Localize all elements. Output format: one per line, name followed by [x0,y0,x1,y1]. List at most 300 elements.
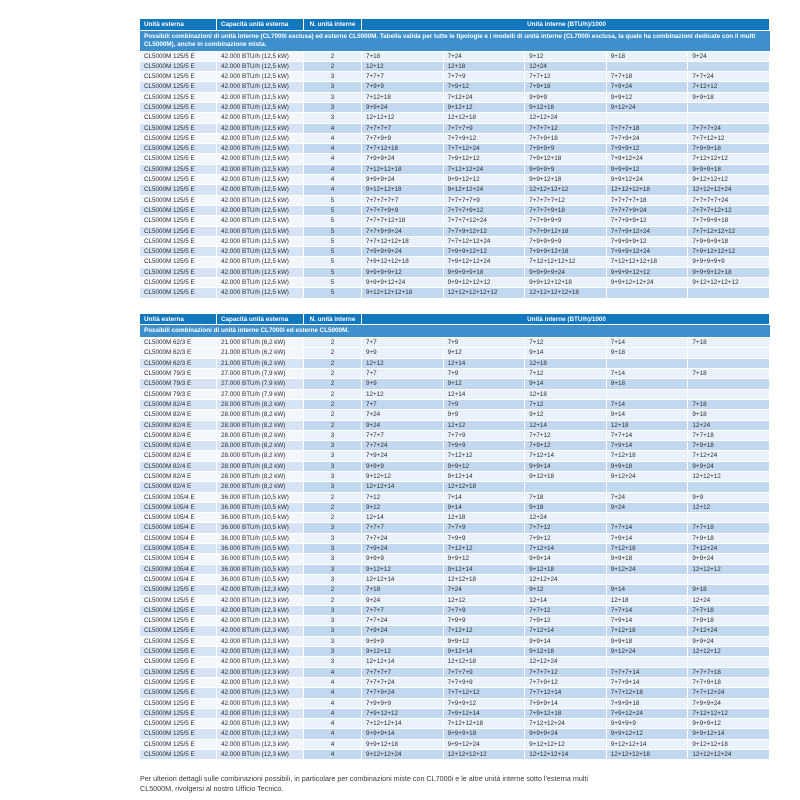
combo-cell: 7+7+7+7+24 [688,196,770,206]
indoor-count-cell: 3 [304,616,362,626]
combo-cell: 7+9+12+12 [362,709,444,719]
combo-cell: 7+7+9 [444,523,526,533]
combo-cell: 7+12+12+24 [444,165,526,175]
footer-note-line: CL5000M, rivolgersi al nostro Ufficio Tecnico. [140,784,284,794]
table-row [140,451,770,461]
table-row [140,124,770,134]
table-row [140,503,770,513]
capacity-cell: 42.000 BTU/h (12,3 kW) [217,647,304,657]
table-row [140,400,770,410]
capacity-cell: 42.000 BTU/h (12,3 kW) [217,688,304,698]
table-row [140,699,770,709]
combo-cell: 7+9+9+24 [688,699,770,709]
combo-cell: 7+7+12+18 [362,144,444,154]
table-row [140,606,770,616]
combo-cell: 9+9+9+14 [362,729,444,739]
table-row [140,237,770,247]
indoor-count-cell: 2 [304,379,362,389]
table-row [140,544,770,554]
combo-cell: 9+9+12 [444,554,526,564]
combo-cell: 7+9+9+14 [525,699,607,709]
capacity-cell: 28.000 BTU/h (8,2 kW) [217,431,304,441]
capacity-cell: 42.000 BTU/h (12,3 kW) [217,596,304,606]
table-row [140,278,770,288]
combo-cell: 9+12+12+12 [688,175,770,185]
combo-cell: 7+9+9+24 [362,154,444,164]
combo-cell [688,103,770,113]
combo-cell: 7+7+7+24 [688,124,770,134]
capacity-cell: 42.000 BTU/h (12,5 kW) [217,175,304,185]
table-row [140,390,770,400]
combo-cell [607,113,689,123]
combo-cell: 12+12+18 [444,575,526,585]
combo-cell: 9+12 [362,503,444,513]
combo-cell [688,513,770,523]
table-row [140,134,770,144]
capacity-cell: 36.000 BTU/h (10,5 kW) [217,565,304,575]
indoor-count-cell: 5 [304,278,362,288]
combo-cell: 12+12+24 [525,575,607,585]
combo-cell: 9+12+12 [362,472,444,482]
combo-cell: 7+7+7+12 [525,668,607,678]
combo-cell: 9+9 [444,410,526,420]
capacity-cell: 42.000 BTU/h (12,3 kW) [217,678,304,688]
outdoor-unit-cell: CL5000M 125/5 E [140,585,217,595]
outdoor-unit-cell: CL5000M 105/4 E [140,523,217,533]
table-row [140,82,770,92]
table-row [140,647,770,657]
combo-cell [688,288,770,298]
table-row [140,472,770,482]
combo-cell: 9+9 [688,493,770,503]
table-row [140,616,770,626]
combo-cell: 7+7+14 [607,606,689,616]
capacity-cell: 27.000 BTU/h (7,9 kW) [217,379,304,389]
combo-cell [688,379,770,389]
combo-cell: 7+12+14 [525,451,607,461]
combo-cell: 12+24 [688,596,770,606]
combo-cell: 12+12+12 [688,472,770,482]
combo-cell: 7+9+14 [607,616,689,626]
capacity-cell: 36.000 BTU/h (10,5 kW) [217,503,304,513]
combo-cell: 9+9+9 [362,637,444,647]
combo-cell: 7+9+9+9+24 [362,247,444,257]
combo-cell: 9+12+24 [607,565,689,575]
capacity-cell: 28.000 BTU/h (8,2 kW) [217,400,304,410]
combo-cell: 9+12+12+12+18 [362,288,444,298]
outdoor-unit-cell: CL5000M 125/5 E [140,185,217,195]
combo-cell [607,482,689,492]
combo-cell: 9+9+9+12 [607,165,689,175]
indoor-count-cell: 5 [304,268,362,278]
combo-cell: 9+12 [525,585,607,595]
combo-cell: 12+12+24 [525,657,607,667]
combo-cell: 7+9+18 [688,534,770,544]
table-row [140,657,770,667]
combo-cell: 7+9+9 [444,441,526,451]
indoor-count-cell: 3 [304,626,362,636]
capacity-cell: 42.000 BTU/h (12,5 kW) [217,93,304,103]
combo-cell: 12+12+12+12+18 [525,288,607,298]
combo-cell: 12+12+24 [525,113,607,123]
combo-cell [688,390,770,400]
combo-cell: 9+9+12+12+12 [444,278,526,288]
combo-cell [688,62,770,72]
combo-cell: 9+18 [688,410,770,420]
combo-cell: 9+9+9+9+24 [525,268,607,278]
outdoor-unit-cell: CL5000M 125/5 E [140,606,217,616]
combo-cell: 7+12 [525,369,607,379]
combo-cell: 7+7+9+14 [607,678,689,688]
combo-cell: 9+12+24 [607,103,689,113]
combo-cell: 9+9+12 [444,637,526,647]
combo-cell: 9+9+18 [688,93,770,103]
combo-cell: 7+7+9+12 [525,678,607,688]
combo-cell: 9+24 [688,52,770,62]
outdoor-unit-cell: CL5000M 125/5 E [140,227,217,237]
table-row [140,678,770,688]
indoor-count-cell: 5 [304,227,362,237]
combo-cell: 9+9+12+24 [444,740,526,750]
table-row [140,52,770,62]
outdoor-unit-cell: CL5000M 125/5 E [140,709,217,719]
combo-cell: 7+9+9+9+12 [607,237,689,247]
combo-cell: 7+7+24 [362,616,444,626]
table-row [140,206,770,216]
capacity-cell: 42.000 BTU/h (12,5 kW) [217,288,304,298]
combo-cell: 9+12+12 [362,565,444,575]
outdoor-unit-cell: CL5000M 125/5 E [140,154,217,164]
combo-cell: 7+7+7+12 [525,124,607,134]
combo-cell: 9+9+12+14 [688,729,770,739]
combo-cell: 7+24 [444,52,526,62]
outdoor-unit-cell: CL5000M 125/5 E [140,719,217,729]
capacity-cell: 36.000 BTU/h (10,5 kW) [217,534,304,544]
combo-cell: 7+9+12+12+18 [362,257,444,267]
outdoor-unit-cell: CL5000M 125/5 E [140,657,217,667]
column-header: Unità esterna [140,19,217,31]
outdoor-unit-cell: CL5000M 79/3 E [140,379,217,389]
combo-cell: 9+9+12+12+18 [525,278,607,288]
outdoor-unit-cell: CL5000M 105/4 E [140,503,217,513]
combo-cell: 7+7+18 [688,606,770,616]
combo-cell: 12+12+12 [362,113,444,123]
combo-cell: 7+7+7+7 [362,668,444,678]
combo-cell: 9+12+14 [444,565,526,575]
indoor-count-cell: 5 [304,216,362,226]
combo-cell: 7+24 [607,493,689,503]
capacity-cell: 42.000 BTU/h (12,3 kW) [217,616,304,626]
combo-cell: 7+18 [362,585,444,595]
combo-cell: 9+14 [444,503,526,513]
combo-cell: 7+9+12 [525,616,607,626]
combo-cell: 9+18 [607,379,689,389]
combo-cell: 7+7+12+12+24 [444,237,526,247]
combo-cell: 12+18 [607,596,689,606]
combo-cell: 7+7 [362,400,444,410]
indoor-count-cell: 5 [304,257,362,267]
combo-cell: 9+9 [362,348,444,358]
indoor-count-cell: 5 [304,237,362,247]
indoor-count-cell: 3 [304,103,362,113]
indoor-count-cell: 4 [304,165,362,175]
capacity-cell: 42.000 BTU/h (12,3 kW) [217,585,304,595]
combo-cell [688,575,770,585]
indoor-count-cell: 4 [304,709,362,719]
combo-cell: 7+7+12+18 [607,688,689,698]
combo-cell: 9+24 [362,421,444,431]
combo-cell: 7+9+9+9+9 [525,237,607,247]
indoor-count-cell: 4 [304,719,362,729]
combo-cell: 12+12 [444,421,526,431]
indoor-count-cell: 2 [304,503,362,513]
combo-cell: 7+7+7+7 [362,124,444,134]
combo-cell: 7+7+18 [607,72,689,82]
outdoor-unit-cell: CL5000M 125/5 E [140,134,217,144]
outdoor-unit-cell: CL5000M 82/4 E [140,410,217,420]
capacity-cell: 42.000 BTU/h (12,5 kW) [217,144,304,154]
table-row [140,719,770,729]
capacity-cell: 42.000 BTU/h (12,5 kW) [217,278,304,288]
combo-cell: 9+12+12+12 [525,740,607,750]
combo-cell [607,575,689,585]
combo-cell: 7+7+7+12+24 [444,216,526,226]
outdoor-unit-cell: CL5000M 125/5 E [140,165,217,175]
combo-cell: 9+9+9+12+18 [688,268,770,278]
indoor-count-cell: 5 [304,196,362,206]
combo-cell: 7+12+12+24 [525,719,607,729]
combo-cell: 9+9+14 [525,462,607,472]
table-row [140,268,770,278]
combo-cell: 9+14 [607,410,689,420]
combo-cell: 9+9+9+9+12 [362,268,444,278]
outdoor-unit-cell: CL5000M 125/5 E [140,62,217,72]
combo-cell: 9+12+12 [444,103,526,113]
combo-cell: 7+18 [688,400,770,410]
combo-cell: 12+12+12+12 [525,185,607,195]
combo-cell: 9+9+12+18 [525,175,607,185]
table-row [140,379,770,389]
combo-cell: 7+12+24 [688,451,770,461]
outdoor-unit-cell: CL5000M 82/4 E [140,482,217,492]
outdoor-unit-cell: CL5000M 125/5 E [140,678,217,688]
combo-cell: 7+9+12+12+24 [444,257,526,267]
combo-cell: 12+14 [525,596,607,606]
combo-cell: 12+14 [444,390,526,400]
combo-cell: 9+9+9+24 [525,729,607,739]
outdoor-unit-cell: CL5000M 125/5 E [140,216,217,226]
combo-cell: 7+9+18 [525,82,607,92]
capacity-cell: 42.000 BTU/h (12,5 kW) [217,237,304,247]
combo-cell: 7+9+18 [688,616,770,626]
combo-cell: 7+7 [362,338,444,348]
combo-cell: 7+7+7+24 [362,678,444,688]
indoor-count-cell: 3 [304,482,362,492]
combo-cell: 7+9+18 [688,441,770,451]
combo-cell: 9+12+18 [525,647,607,657]
combo-cell: 9+12+24 [607,472,689,482]
combo-cell: 7+9+24 [362,626,444,636]
outdoor-unit-cell: CL5000M 125/5 E [140,647,217,657]
indoor-count-cell: 4 [304,678,362,688]
combo-cell: 9+9+9+9+18 [444,268,526,278]
table-row [140,523,770,533]
capacity-cell: 28.000 BTU/h (8,2 kW) [217,451,304,461]
combo-cell: 7+9+12+24 [607,709,689,719]
combo-cell: 9+9+24 [362,103,444,113]
combo-cell: 7+9+9+12+12 [444,247,526,257]
outdoor-unit-cell: CL5000M 79/3 E [140,390,217,400]
combo-cell: 9+12+18 [525,472,607,482]
table-row [140,575,770,585]
indoor-count-cell: 4 [304,175,362,185]
combo-cell: 7+7+7+18 [607,124,689,134]
indoor-count-cell: 2 [304,513,362,523]
combo-cell: 7+12+12+18 [362,165,444,175]
capacity-cell: 36.000 BTU/h (10,5 kW) [217,523,304,533]
combo-cell: 7+9+9 [444,616,526,626]
capacity-cell: 42.000 BTU/h (12,3 kW) [217,606,304,616]
combo-cell: 9+9+9+18 [444,729,526,739]
outdoor-unit-cell: CL5000M 125/5 E [140,729,217,739]
combo-cell: 7+7+9+9+9 [525,216,607,226]
table-row [140,175,770,185]
combo-cell: 7+24 [444,585,526,595]
table-row [140,668,770,678]
combo-cell: 7+7+7+9+9 [362,206,444,216]
combo-cell: 7+7+7+7+9 [444,196,526,206]
capacity-cell: 28.000 BTU/h (8,2 kW) [217,462,304,472]
combo-cell: 7+7+7+9 [444,124,526,134]
combo-cell: 7+12+14 [525,626,607,636]
outdoor-unit-cell: CL5000M 79/3 E [140,369,217,379]
outdoor-unit-cell: CL5000M 125/5 E [140,82,217,92]
table-row [140,709,770,719]
outdoor-unit-cell: CL5000M 125/5 E [140,113,217,123]
capacity-cell: 42.000 BTU/h (12,3 kW) [217,750,304,760]
outdoor-unit-cell: CL5000M 125/5 E [140,237,217,247]
indoor-count-cell: 4 [304,688,362,698]
table-row [140,431,770,441]
table-row [140,688,770,698]
combo-cell: 7+12+14 [525,544,607,554]
outdoor-unit-cell: CL5000M 125/5 E [140,278,217,288]
combo-cell: 9+9+18 [607,554,689,564]
outdoor-unit-cell: CL5000M 82/4 E [140,472,217,482]
capacity-cell: 42.000 BTU/h (12,3 kW) [217,657,304,667]
outdoor-unit-cell: CL5000M 62/3 E [140,348,217,358]
combo-cell: 12+14 [444,359,526,369]
combo-cell: 9+12+12+18 [362,185,444,195]
combo-cell: 7+9 [444,338,526,348]
combo-cell: 9+9+9+9 [607,719,689,729]
table-row [140,493,770,503]
capacity-cell: 42.000 BTU/h (12,3 kW) [217,699,304,709]
combo-cell: 9+18 [688,585,770,595]
outdoor-unit-cell: CL5000M 125/5 E [140,257,217,267]
capacity-cell: 42.000 BTU/h (12,5 kW) [217,103,304,113]
indoor-count-cell: 4 [304,668,362,678]
combo-cell: 7+14 [607,400,689,410]
combo-cell: 7+7+9 [444,431,526,441]
capacity-cell: 42.000 BTU/h (12,5 kW) [217,216,304,226]
combo-cell: 7+9 [444,369,526,379]
table-row [140,637,770,647]
outdoor-unit-cell: CL5000M 105/4 E [140,554,217,564]
combo-cell: 9+12 [525,52,607,62]
combo-cell: 7+9+9+18 [688,144,770,154]
table-row [140,513,770,523]
combo-cell: 7+9+12+18 [525,709,607,719]
combo-cell: 7+7+24 [688,72,770,82]
combo-cell: 12+12+12+24 [688,750,770,760]
combo-cell: 9+12+12 [362,647,444,657]
outdoor-unit-cell: CL5000M 125/5 E [140,93,217,103]
combo-cell: 12+12 [362,359,444,369]
combo-cell: 7+12+12 [688,82,770,92]
combo-cell: 9+9+9+18 [688,165,770,175]
indoor-count-cell: 3 [304,462,362,472]
combo-cell: 7+9 [444,400,526,410]
combo-cell: 7+7+7+12+18 [362,216,444,226]
indoor-count-cell: 3 [304,72,362,82]
combo-cell: 7+7+7+7+12 [525,196,607,206]
outdoor-unit-cell: CL5000M 82/4 E [140,451,217,461]
document-content [140,19,770,794]
combo-cell: 7+7+12 [525,431,607,441]
combo-cell: 7+12+18 [362,93,444,103]
indoor-count-cell: 3 [304,113,362,123]
combo-cell: 7+7+7+9+12 [444,206,526,216]
combo-cell: 9+9+9+9+9 [688,257,770,267]
combo-cell: 7+14 [607,369,689,379]
combo-cell: 7+7 [362,369,444,379]
combo-cell: 12+12 [362,390,444,400]
combo-cell: 7+12+12 [444,544,526,554]
table-row [140,554,770,564]
combo-cell: 9+12+18 [525,565,607,575]
combo-cell: 7+7+9+18 [525,134,607,144]
combo-cell: 9+18 [607,348,689,358]
combo-cell: 7+7+7+18 [688,668,770,678]
combo-cell: 12+12+14 [362,657,444,667]
combo-cell: 9+9+9+12+12 [607,268,689,278]
combo-cell: 12+18 [607,421,689,431]
table-row [140,247,770,257]
combo-cell: 7+12+18 [607,451,689,461]
capacity-cell: 42.000 BTU/h (12,5 kW) [217,268,304,278]
combo-cell: 7+9+9+12 [444,699,526,709]
combo-cell: 12+12+12+18 [607,185,689,195]
table-row [140,72,770,82]
combo-cell: 7+12+12 [444,451,526,461]
indoor-count-cell: 4 [304,134,362,144]
combo-cell: 12+18 [444,62,526,72]
combo-cell: 9+9+18 [607,637,689,647]
footer-note-line: Per ulteriori dettagli sulle combinazioni possibili, in particolare per combinazioni miste con CL7000i e le altre unità interne sotto l'esterna multi [140,774,589,784]
combo-cell: 7+9+12+24 [607,154,689,164]
combo-cell: 9+9+9+24 [362,175,444,185]
indoor-count-cell: 2 [304,493,362,503]
indoor-count-cell: 2 [304,62,362,72]
combo-cell: 9+9 [362,379,444,389]
combo-cell: 12+24 [525,513,607,523]
combo-cell: 7+12+12+12+18 [607,257,689,267]
combo-cell: 12+18 [525,359,607,369]
combo-cell: 7+9+9 [444,534,526,544]
table-row [140,421,770,431]
combo-cell: 9+24 [362,596,444,606]
